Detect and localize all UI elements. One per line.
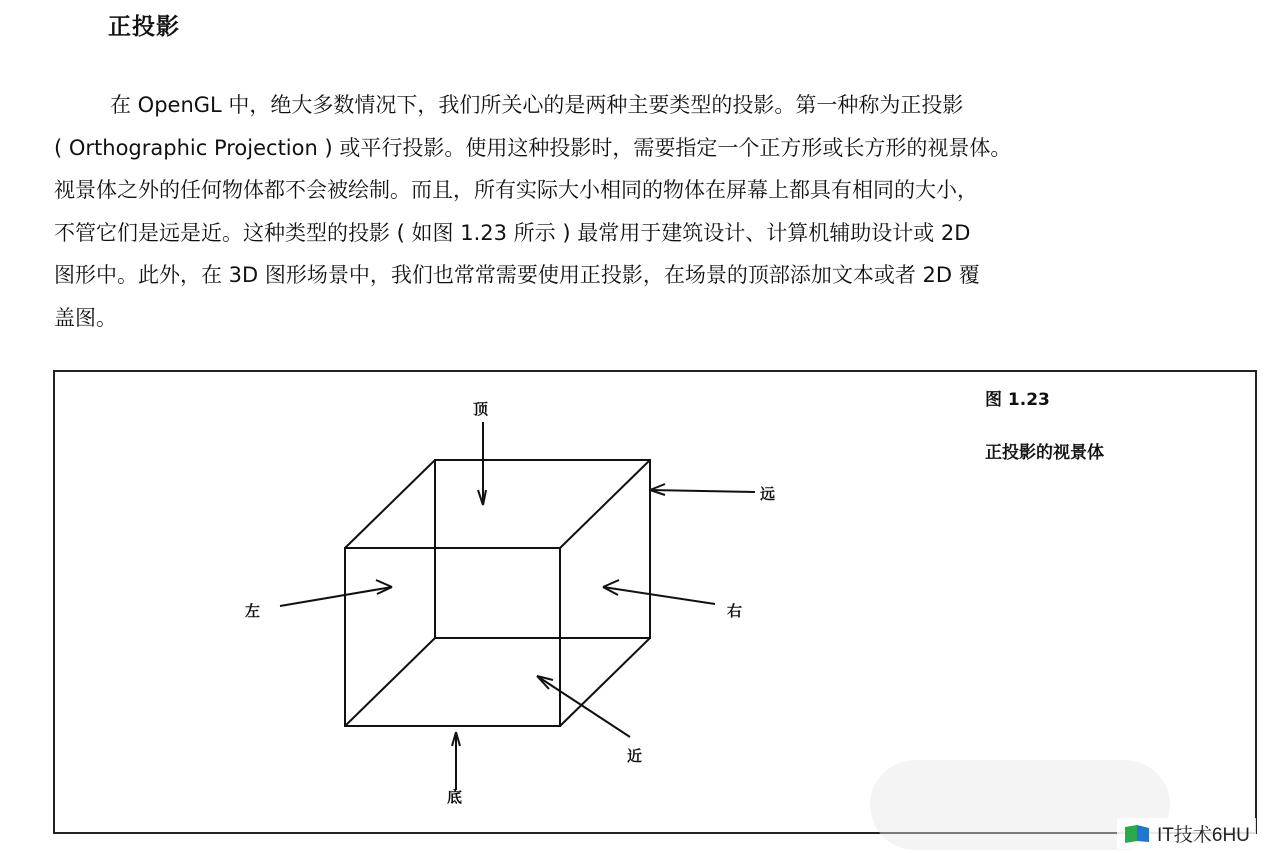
paragraph-line: 盖图。	[54, 305, 117, 330]
figure-number: 图 1.23	[985, 390, 1050, 410]
label-top: 顶	[473, 400, 489, 418]
near-arrowhead	[537, 676, 553, 689]
cube-edge	[345, 638, 435, 726]
cube-edge	[560, 460, 650, 548]
label-left: 左	[245, 602, 261, 620]
paragraph-line: 视景体之外的任何物体都不会被绘制。而且，所有实际大小相同的物体在屏幕上都具有相同的大小，	[54, 178, 978, 202]
label-far: 远	[760, 485, 776, 503]
right-arrow	[603, 587, 715, 604]
watermark	[1117, 818, 1256, 849]
figure-caption: 正投影的视景体	[985, 443, 1104, 463]
watermark-text: IT技术6HU	[1157, 825, 1250, 846]
paragraph-line: 不管它们是远是近。这种类型的投影 ( 如图 1.23 所示 ) 最常用于建筑设计、计算机辅助设计或 2D	[54, 220, 971, 245]
left-arrow	[280, 587, 392, 606]
near-arrow	[537, 676, 630, 737]
left-arrowhead	[376, 580, 392, 594]
cube-edge	[560, 638, 650, 726]
direction-arrows	[280, 422, 755, 790]
label-near: 近	[627, 747, 643, 765]
cube-wireframe	[345, 460, 650, 726]
watermark-logo-icon	[1123, 823, 1151, 845]
paragraph-line: 图形中。此外，在 3D 图形场景中，我们也常常需要使用正投影，在场景的顶部添加文本或者 2D 覆	[54, 263, 980, 287]
far-arrow	[650, 490, 755, 492]
label-right: 右	[727, 602, 743, 620]
section-title: 正投影	[108, 14, 180, 40]
paragraph-line: ( Orthographic Projection ) 或平行投影。使用这种投影时，需要指定一个正方形或长方形的视景体。	[54, 135, 1012, 160]
cube-edge	[345, 460, 435, 548]
body-paragraph	[54, 84, 1264, 339]
paragraph-line: 在 OpenGL 中，绝大多数情况下，我们所关心的是两种主要类型的投影。第一种称为正投影	[110, 93, 964, 117]
label-bottom: 底	[447, 788, 463, 806]
